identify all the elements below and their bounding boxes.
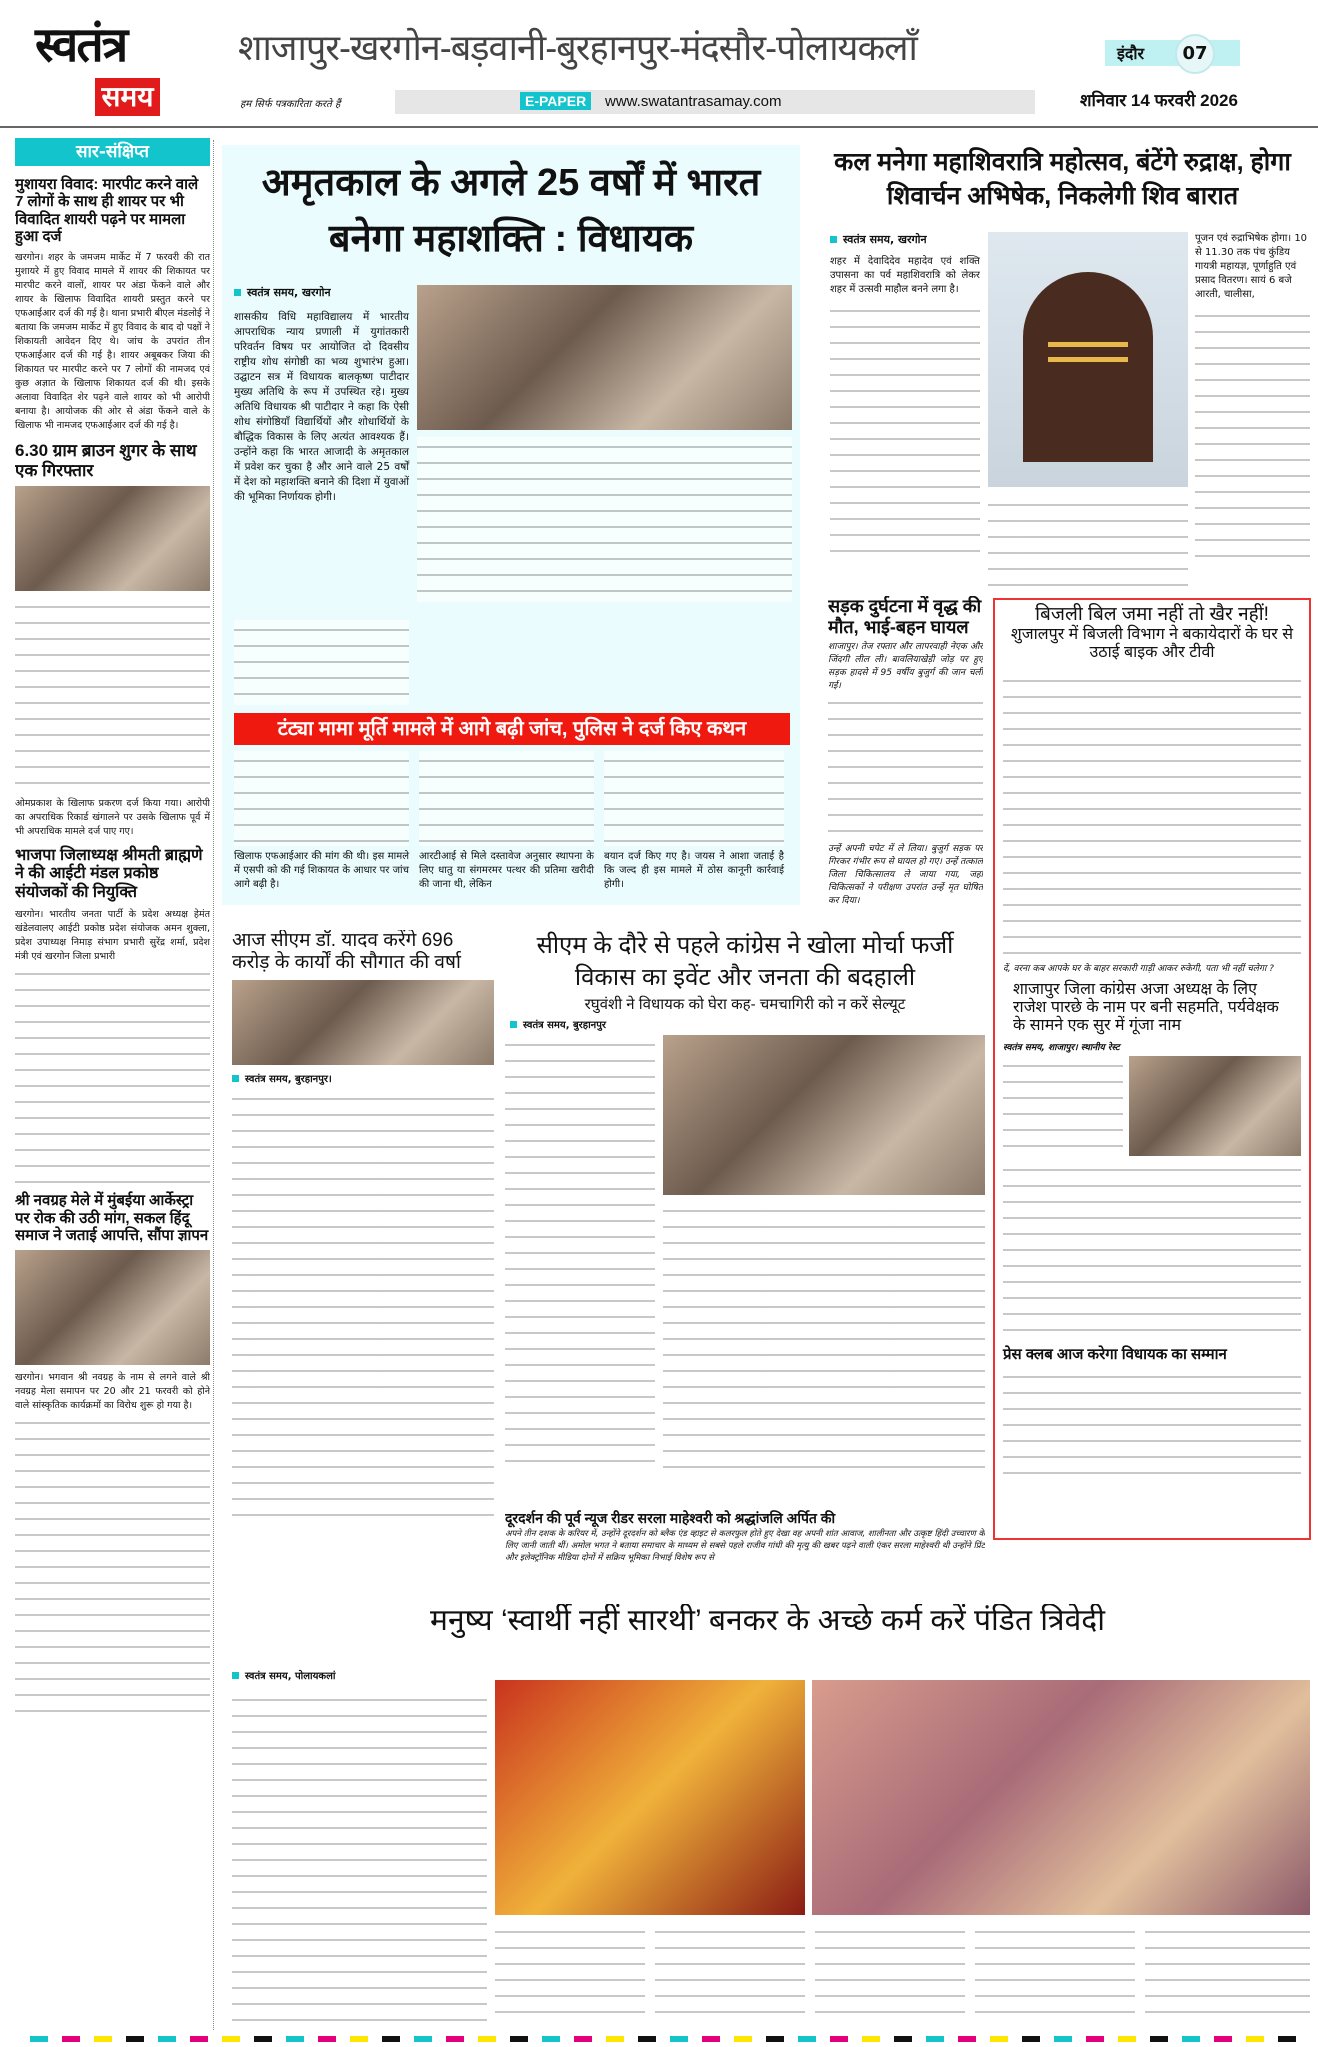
katha-photo-2 xyxy=(812,1680,1310,1915)
masthead xyxy=(0,0,1318,128)
bottom-body-col-5 xyxy=(975,1922,1135,2022)
story-text xyxy=(15,1413,210,1713)
color-bar xyxy=(1150,2036,1168,2042)
print-color-bars xyxy=(0,2036,1318,2042)
bottom-body xyxy=(232,1690,487,2025)
tantya-col-3 xyxy=(604,751,784,846)
color-bar xyxy=(1022,2036,1040,2042)
shivratri-body: शहर में देवादिदेव महादेव एवं शक्ति उपासना का पर्व महाशिवरात्रि को लेकर शहर में उत्सवी माहौल बनने लगा है। xyxy=(830,256,980,295)
lead-body-continued xyxy=(417,437,792,602)
story-body: ओमप्रकाश के खिलाफ प्रकरण दर्ज किया गया। आरोपी का अपराधिक रिकार्ड खंगालने पर उसके खिलाफ पूर्व में भी अपराधिक मामले दर्ज पाए गए। xyxy=(15,798,210,838)
color-bar xyxy=(414,2036,432,2042)
color-bar xyxy=(1086,2036,1104,2042)
color-bar xyxy=(158,2036,176,2042)
congress-sc-photo xyxy=(1129,1056,1301,1156)
story-headline: श्री नवग्रह मेले में मुंबईया आर्केस्ट्रा पर रोक की उठी मांग, सकल हिंदू समाज ने जताई आपत्ति, सौंपा ज्ञापन xyxy=(15,1192,209,1244)
color-bar xyxy=(286,2036,304,2042)
color-bar xyxy=(606,2036,624,2042)
cm-visit-body xyxy=(232,1089,494,1529)
column-divider xyxy=(213,140,214,2030)
color-bar xyxy=(446,2036,464,2042)
color-bar xyxy=(1054,2036,1072,2042)
color-bar xyxy=(542,2036,560,2042)
congress-photo xyxy=(663,1035,985,1195)
congress-sc-headline: शाजापुर जिला कांग्रेस अजा अध्यक्ष के लिए राजेश पारछे के नाम पर बनी सहमति, पर्यवेक्षक के सामने एक सुर में गूंजा नाम xyxy=(1013,980,1279,1035)
shivratri-body-right-continued xyxy=(1195,306,1310,566)
doordarshan-story xyxy=(505,1510,985,1598)
shivling-photo xyxy=(988,232,1188,487)
color-bar xyxy=(1182,2036,1200,2042)
cm-visit-headline: आज सीएम डॉ. यादव करेंगे 696 करोड़ के कार्यों की सौगात की वर्षा xyxy=(232,930,461,973)
bijli-body xyxy=(1003,671,1301,961)
accident-body-end: उन्हें अपनी चपेट में ले लिया। बुजुर्ग सड़क पर गिरकर गंभीर रूप से घायल हो गए। उन्हें तत्काल जिला चिकित्सालय ले जाया गया, जहां चिकित्सकों ने परीक्षण उपरांत उन्हें मृत घोषित कर दिया। xyxy=(828,844,983,907)
lead-photo xyxy=(417,285,792,430)
lead-body: शासकीय विधि महाविद्यालय में भारतीय आपराधिक न्याय प्रणाली में युगांतकारी परिवर्तन विषय पर आयोजित दो दिवसीय राष्ट्रीय शोध संगोष्ठी का भव्य शुभारंभ हुआ। उद्घाटन सत्र में विधायक बालकृष्ण पाटीदार मुख्य अतिथि के रूप में उपस्थित रहे। मुख्य अतिथि विधायक श्री पाटीदार ने कहा कि ऐसी शोध संगोष्ठियाँ विद्यार्थियों और शोधार्थियों के बौद्धिक विकास के लिए अत्यंत आवश्यक हैं। उन्होंने कहा कि भारत आजादी के अमृतकाल में प्रवेश कर चुका है और आने वाले 25 वर्षों में देश को महाशक्ति बनाने की दिशा में युवाओं की भूमिका निर्णायक होगी। xyxy=(234,311,409,503)
tagline: हम सिर्फ पत्रकारिता करते हैं xyxy=(240,99,341,110)
color-bar xyxy=(702,2036,720,2042)
color-bar xyxy=(126,2036,144,2042)
color-bar xyxy=(1246,2036,1264,2042)
story-body: खरगोन। भारतीय जनता पार्टी के प्रदेश अध्यक्ष हेमंत खंडेलवालए आईटी प्रकोष्ठ प्रदेश संयोजक अमन शुक्ला, प्रदेश उपाध्यक्ष निमाड़ संभाग प्रभारी सुरेंद्र शर्मा, प्रदेश मंत्री एवं खरगोन जिला प्रभारी xyxy=(15,909,210,963)
doordarshan-headline: दूरदर्शन की पूर्व न्यूज रीडर सरला माहेश्वरी को श्रद्धांजलि अर्पित की xyxy=(505,1510,836,1526)
color-bar xyxy=(670,2036,688,2042)
shivratri-right-column xyxy=(1195,232,1310,590)
epaper-label: E-PAPER xyxy=(520,92,591,110)
story-headline: मुशायरा विवाद: मारपीट करने वाले 7 लोगों के साथ ही शायर पर भी विवादित शायरी पढ़ने पर मामला हुआ दर्ज xyxy=(15,176,199,245)
issue-date: शनिवार 14 फरवरी 2026 xyxy=(1080,91,1238,110)
lead-story xyxy=(222,145,800,905)
story-body: खरगोन। भगवान श्री नवग्रह के नाम से लगने वाले श्री नवग्रह मेला समापन पर 20 और 21 फरवरी को होने वाले सांस्कृतिक कार्यक्रमों का विरोध शुरू हो गया है। xyxy=(15,1372,210,1412)
congress-body xyxy=(505,1035,655,1475)
color-bar xyxy=(734,2036,752,2042)
congress-sc-dateline: स्वतंत्र समय, शाजापुर। स्थानीय रेस्ट xyxy=(1003,1042,1120,1053)
bijli-subhead: शुजालपुर में बिजली विभाग ने बकायेदारों के घर से उठाई बाइक और टीवी xyxy=(1010,625,1294,662)
color-bar xyxy=(990,2036,1008,2042)
story-headline: 6.30 ग्राम ब्राउन शुगर के साथ एक गिरफ्तार xyxy=(15,441,197,480)
color-bar xyxy=(862,2036,880,2042)
website-link[interactable]: www.swatantrasamay.com xyxy=(605,93,782,110)
epaper-bar xyxy=(395,90,1035,114)
color-bar xyxy=(478,2036,496,2042)
city-box xyxy=(1105,40,1240,66)
bottom-body-col-6 xyxy=(1145,1922,1310,2022)
shivratri-body-right: पूजन एवं रुद्राभिषेक होगा। 10 से 11.30 तक पंच कुंडिय गायत्री महायज्ञ, पूर्णाहुति एवं प्रसाद वितरण। सायं 6 बजे आरती, चालीसा, xyxy=(1195,233,1308,300)
color-bar xyxy=(926,2036,944,2042)
accident-headline: सड़क दुर्घटना में वृद्ध की मौत, भाई-बहन घायल xyxy=(828,596,982,637)
press-club-body xyxy=(1003,1367,1301,1477)
bijli-headline: बिजली बिल जमा नहीं तो खैर नहीं! xyxy=(1035,604,1269,625)
sidebar xyxy=(15,138,210,2028)
color-bar xyxy=(1214,2036,1232,2042)
color-bar xyxy=(574,2036,592,2042)
color-bar xyxy=(958,2036,976,2042)
congress-dateline: स्वतंत्र समय, बुरहानपुर xyxy=(505,1017,985,1031)
lead-body-continued xyxy=(234,620,409,705)
bottom-body-col-3 xyxy=(655,1922,805,2022)
tantya-headline: टंट्या मामा मूर्ति मामले में आगे बढ़ी जांच, पुलिस ने दर्ज किए कथन xyxy=(234,713,790,745)
bijli-box xyxy=(993,598,1311,1540)
congress-story xyxy=(505,930,985,1505)
tantya-col-2 xyxy=(419,751,594,846)
color-bar xyxy=(318,2036,336,2042)
shivratri-left-column xyxy=(830,232,980,587)
logo-top: स्वतंत्र xyxy=(35,19,127,72)
story-body: खरगोन। शहर के जमजम मार्केट में 7 फरवरी की रात मुशायरे में हुए विवाद मामले में शायर की शिकायत पर मारपीट करने वालों, शायर पर अंडा फेंकने वाले और शायर के खिलाफ विवादित शायरी प्रस्तुत करने पर एफआईआर दर्ज की गई है। थाना प्रभारी बीएल मंडलोई ने बताया कि जमजम मार्केट में हुए विवाद के बाद दो पक्षों ने शिकायती आवेदन दिए थे। जांच के उपरांत तीन एफआईआर दर्ज की गई है। शायर अबूबकर जिया की शिकायत पर मारपीट करने पर 7 लोगों की नामजद एवं कुछ अज्ञात के खिलाफ शिकायत दर्ज की थी। इसके अलावा विवादित शेर पढ़ने वाले शायर को भी आरोपी बनाया है। आयोजक की ओर से अंडा फेंकने वाले के खिलाफ भी नामजद एफआईआर दर्ज की गई है। xyxy=(15,252,210,431)
color-bar xyxy=(254,2036,272,2042)
congress-body-continued xyxy=(663,1201,985,1476)
color-bar xyxy=(94,2036,112,2042)
city-label: इंदौर xyxy=(1117,44,1145,63)
shivratri-dateline: स्वतंत्र समय, खरगोन xyxy=(830,232,980,247)
bottom-body-col-2 xyxy=(495,1922,645,2022)
color-bar xyxy=(62,2036,80,2042)
congress-headline: सीएम के दौरे से पहले कांग्रेस ने खोला मोर्चा फर्जी विकास का इवेंट और जनता की बदहाली xyxy=(536,932,954,991)
lead-headline: अमृतकाल के अगले 25 वर्षों में भारत बनेगा महाशक्ति : विधायक xyxy=(261,162,761,260)
tantya-col-1-end: खिलाफ एफआईआर की मांग की थी। इस मामले में एसपी को की गई शिकायत के आधार पर जांच आगे बढ़ी है। xyxy=(234,851,409,890)
shivratri-body-continued xyxy=(830,301,980,561)
doordarshan-body: अपने तीन दशक के करियर में, उन्होंने दूरदर्शन को ब्लैक एंड व्हाइट से कलरफुल होते हुए देखा वह अपनी शांत आवाज, शालीनता और उत्कृष्ट हिंदी उच्चारण के लिए जानी जाती थीं। अमोल भगत ने बताया समाचार के माध्यम से सबसे पहले राजीव गांधी की मृत्यु की खबर पढ़ने वाली एंकर सरला माहेश्वरी थी उन्होंने प्रिंट और इलेक्ट्रॉनिक मीडिया दोनों में सक्रिय भूमिका निभाई विशेष रूप से xyxy=(505,1529,985,1564)
accident-body: शाजापुर। तेज रफ्तार और लापरवाही नेएक और जिंदगी लील ली। बावलियाखेड़ी जोड़ पर हुए सड़क हादसे में 95 वर्षीय बुजुर्ग की जान चली गई। xyxy=(828,642,983,692)
color-bar xyxy=(350,2036,368,2042)
bottom-headline: मनुष्य ‘स्वार्थी नहीं सारथी’ बनकर के अच्छे कर्म करें पंडित त्रिवेदी xyxy=(430,1604,1105,1637)
tantya-col-3-end: बयान दर्ज किए गए है। जयस ने आशा जताई है कि जल्द ही इस मामले में ठोस कानूनी कार्रवाई होगी। xyxy=(604,851,784,890)
protest-photo xyxy=(15,1250,210,1365)
congress-subhead: रघुवंशी ने विधायक को घेरा कह- चमचागिरी को न करें सेल्यूट xyxy=(584,996,906,1013)
color-bar xyxy=(894,2036,912,2042)
lead-dateline: स्वतंत्र समय, खरगोन xyxy=(234,285,331,300)
story-text xyxy=(15,964,210,1184)
shivratri-caption xyxy=(988,495,1188,587)
color-bar xyxy=(222,2036,240,2042)
color-bar xyxy=(766,2036,784,2042)
color-bar xyxy=(1278,2036,1296,2042)
color-bar xyxy=(190,2036,208,2042)
cm-visit-story xyxy=(232,930,494,1542)
press-club-headline: प्रेस क्लब आज करेगा विधायक का सम्मान xyxy=(1003,1345,1227,1363)
page-number: 07 xyxy=(1175,34,1215,74)
story-headline: भाजपा जिलाध्यक्ष श्रीमती ब्राह्मणे ने की आईटी मंडल प्रकोष्ठ संयोजकों की नियुक्ति xyxy=(15,847,203,901)
tantya-col-1 xyxy=(234,751,409,846)
cm-visit-dateline: स्वतंत्र समय, बुरहानपुर। xyxy=(232,1071,494,1085)
story-text xyxy=(15,597,210,797)
color-bar xyxy=(638,2036,656,2042)
shivratri-headline: कल मनेगा महाशिवरात्रि महोत्सव, बंटेंगे रुद्राक्ष, होगा शिवार्चन अभिषेक, निकलेगी शिव बारात xyxy=(834,148,1291,210)
color-bar xyxy=(1118,2036,1136,2042)
tantya-col-2-end: आरटीआई से मिले दस्तावेज अनुसार स्थापना के लिए धातु या संगमरमर पत्थर की प्रतिमा खरीदी की जाना थी, लेकिन xyxy=(419,851,594,890)
color-bar xyxy=(30,2036,48,2042)
color-bar xyxy=(798,2036,816,2042)
color-bar xyxy=(510,2036,528,2042)
logo-bottom: समय xyxy=(95,78,160,116)
congress-sc-body-continued xyxy=(1003,1160,1301,1340)
katha-photo-1 xyxy=(495,1680,805,1915)
sidebar-title: सार-संक्षिप्त xyxy=(15,138,210,166)
police-photo xyxy=(15,486,210,591)
bottom-body-col-4 xyxy=(815,1922,965,2022)
accident-body-continued xyxy=(828,693,983,843)
bottom-dateline: स्वतंत्र समय, पोलायकलां xyxy=(232,1668,335,1682)
edition-title: शाजापुर-खरगोन-बड़वानी-बुरहानपुर-मंदसौर-पोलायकलाँ xyxy=(238,27,917,68)
bijli-warning: दें, वरना कब आपके घर के बाहर सरकारी गाड़ी आकर रुकेगी, पता भी नहीं चलेगा ? xyxy=(1003,963,1274,974)
congress-sc-body xyxy=(1003,1056,1123,1156)
cm-visit-photo xyxy=(232,980,494,1065)
color-bar xyxy=(830,2036,848,2042)
color-bar xyxy=(382,2036,400,2042)
